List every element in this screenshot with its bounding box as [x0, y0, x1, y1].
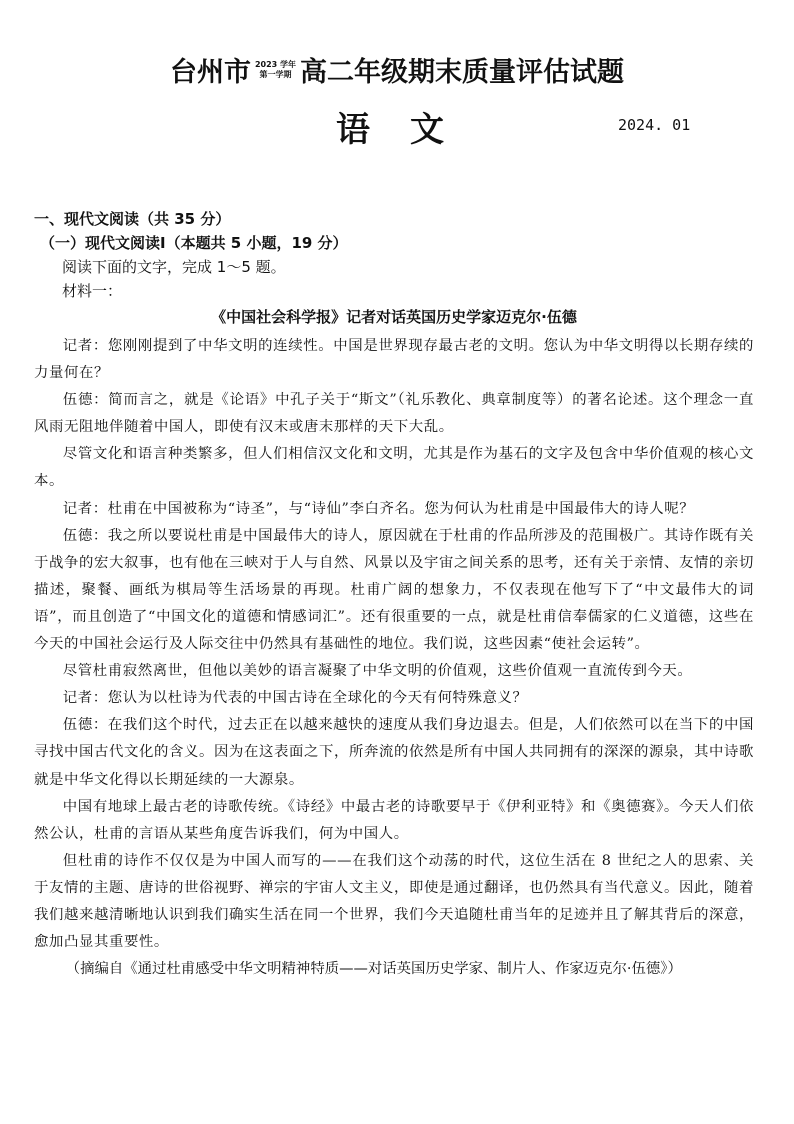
- article-paragraph: 伍德：我之所以要说杜甫是中国最伟大的诗人，原因就在于杜甫的作品所涉及的范围极广。其诗作既有关于战争的宏大叙事，也有他在三峡对于人与自然、风景以及宇宙之间关系的思考，还有关于亲情、友情的亲切描述，聚餐、画纸为棋局等生活场景的再现。杜甫广阔的想象力，不仅表现在他写下了“中文最伟大的词语”，而且创造了“中国文化的道德和情感词汇”。还有很重要的一点，就是杜甫信奉儒家的仁义道德，这些在今天的中国社会运行及人际交往中仍然具有基础性的地位。我们说，这些因素“使社会运转”。: [34, 527, 754, 653]
- exam-year-block: [255, 60, 296, 80]
- article-paragraph: 伍德：简而言之，就是《论语》中孔子关于“斯文”（礼乐教化、典章制度等）的著名论述。这个理念一直风雨无阻地伴随着中国人，即使有汉末或唐末那样的天下大乱。: [34, 392, 754, 436]
- article-paragraph: 记者：您刚刚提到了中华文明的连续性。中国是世界现存最古老的文明。您认为中华文明得以长期存续的力量何在？: [34, 338, 754, 382]
- exam-year-top: 2023 学年: [254, 59, 297, 69]
- article-source: （摘编自《通过杜甫感受中华文明精神特质——对话英国历史学家、制片人、作家迈克尔·伍德》）: [65, 961, 682, 978]
- exam-subject: 语文: [336, 110, 484, 150]
- article-paragraph: 伍德：在我们这个时代，过去正在以越来越快的速度从我们身边退去。但是，人们依然可以在当下的中国寻找中国古代文化的含义。因为在这表面之下，所奔流的依然是所有中国人共同拥有的深深的源泉，其中诗歌就是中华文化得以长期延续的一大源泉。: [34, 717, 754, 788]
- section-heading: 一、现代文阅读（共 35 分）: [34, 210, 231, 228]
- exam-year-bottom: 第一学期: [259, 69, 292, 79]
- reading-instruction: 阅读下面的文字，完成 1～5 题。: [62, 258, 286, 276]
- exam-city: 台州市: [169, 57, 251, 88]
- article-paragraph: 记者：您认为以杜诗为代表的中国古诗在全球化的今天有何特殊意义？: [62, 690, 528, 707]
- article-paragraph: 记者：杜甫在中国被称为“诗圣”，与“诗仙”李白齐名。您为何认为杜甫是中国最伟大的诗人呢？: [62, 500, 695, 517]
- article-title: 《中国社会科学报》记者对话英国历史学家迈克尔·伍德: [211, 308, 577, 326]
- exam-content: [34, 207, 754, 983]
- article-paragraph: 尽管文化和语言种类繁多，但人们相信汉文化和文明，尤其是作为基石的文字及包含中华价值观的核心文本。: [34, 446, 754, 490]
- exam-header: [0, 44, 794, 154]
- article-paragraph: 中国有地球上最古老的诗歌传统。《诗经》中最古老的诗歌要早于《伊利亚特》和《奥德赛》。今天人们依然公认，杜甫的言语从某些角度告诉我们，何为中国人。: [34, 798, 754, 842]
- article-paragraph: 尽管杜甫寂然离世，但他以美妙的语言凝聚了中华文明的价值观，这些价值观一直流传到今天。: [62, 663, 693, 680]
- article-paragraph: 但杜甫的诗作不仅仅是为中国人而写的——在我们这个动荡的时代，这位生活在 8 世纪之人的思索、关于友情的主题、唐诗的世俗视野、禅宗的宇宙人文主义，即使是通过翻译，也仍然具有当代意义。因此，随着我们越来越清晰地认识到我们确实生活在同一个世界，我们今天追随杜甫当年的足迹并且了解其背后的深意，愈加凸显其重要性。: [34, 852, 754, 951]
- exam-date: 2024. 01: [618, 116, 691, 134]
- exam-title-line: [0, 50, 794, 89]
- section-subheading: （一）现代文阅读Ⅰ（本题共 5 小题，19 分）: [40, 234, 348, 252]
- material-label: 材料一：: [62, 282, 123, 300]
- exam-title: 高二年级期末质量评估试题: [300, 57, 625, 88]
